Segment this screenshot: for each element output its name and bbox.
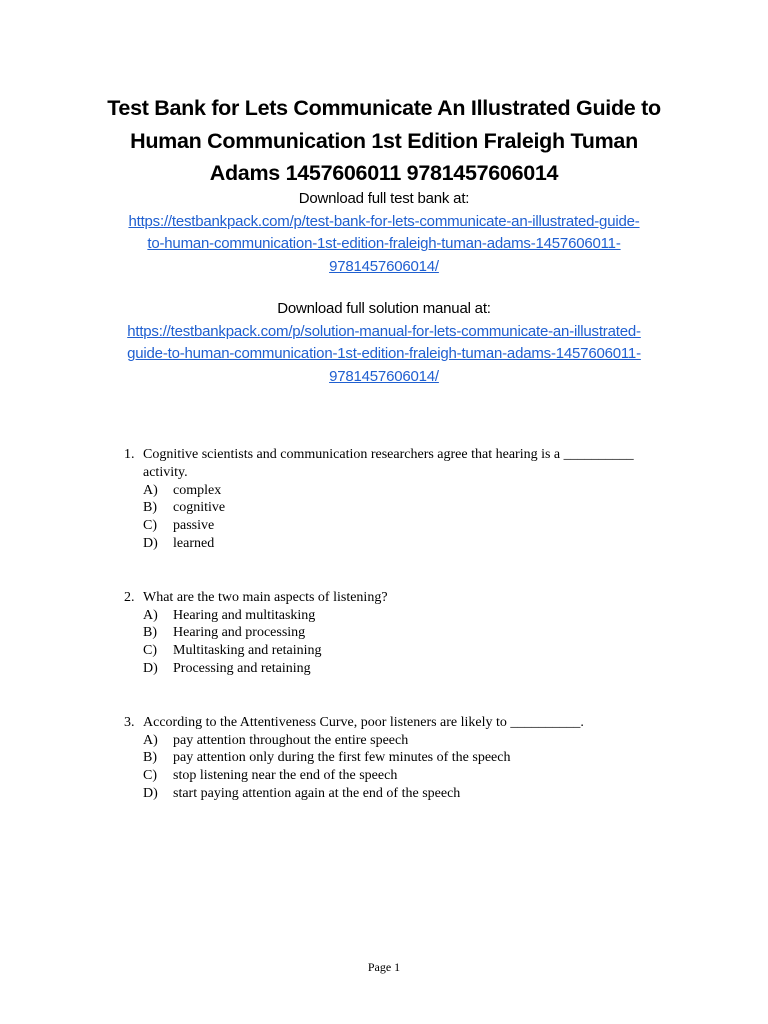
option-d	[143, 785, 684, 803]
option-letter: D)	[143, 660, 158, 676]
option-text: pay attention throughout the entire speech	[173, 732, 409, 748]
question-text-line: According to the Attentiveness Curve, poor listeners are likely to __________.	[143, 714, 584, 730]
option-b	[143, 624, 684, 642]
option-d	[143, 535, 684, 553]
option-list	[124, 732, 684, 803]
option-text: pay attention only during the first few minutes of the speech	[173, 750, 511, 766]
option-d	[143, 660, 684, 678]
option-letter: A)	[143, 607, 158, 623]
page-number: Page 1	[367, 960, 401, 974]
question-list	[124, 446, 684, 803]
option-list	[124, 482, 684, 553]
option-text: Hearing and multitasking	[173, 607, 316, 623]
option-text: learned	[173, 535, 215, 551]
option-list	[124, 607, 684, 678]
solution-manual-link-line-1: https://testbankpack.com/p/solution-manual-for-lets-communicate-an-illustrated-	[127, 322, 641, 340]
test-bank-section	[40, 188, 728, 278]
option-letter: B)	[143, 750, 157, 766]
solution-manual-section	[40, 298, 728, 388]
option-letter: A)	[143, 732, 158, 748]
question-stem	[124, 714, 684, 732]
test-bank-link-line-2: to-human-communication-1st-edition-fraleigh-tuman-adams-1457606011-	[147, 235, 621, 252]
title-line-1: Test Bank for Lets Communicate An Illustrated Guide to	[107, 96, 661, 120]
title-line-2: Human Communication 1st Edition Fraleigh Tuman	[130, 128, 638, 153]
title-line-3: Adams 1457606011 9781457606014	[209, 161, 559, 185]
option-text: stop listening near the end of the speech	[173, 768, 398, 784]
test-bank-link-line-1: https://testbankpack.com/p/test-bank-for-lets-communicate-an-illustrated-guide-	[128, 212, 640, 230]
test-bank-link[interactable]	[40, 211, 728, 279]
question-3	[124, 714, 684, 803]
option-text: cognitive	[173, 500, 226, 516]
solution-manual-link[interactable]	[40, 321, 728, 389]
question-text	[143, 589, 684, 607]
option-text: complex	[173, 482, 222, 498]
page-footer	[0, 960, 768, 975]
question-number: 2.	[124, 589, 135, 605]
question-text	[143, 446, 684, 482]
option-text: start paying attention again at the end of the speech	[173, 785, 461, 801]
solution-manual-label: Download full solution manual at:	[277, 300, 491, 317]
option-c	[143, 642, 684, 660]
question-2	[124, 589, 684, 678]
question-text-line: Cognitive scientists and communication researchers agree that hearing is a __________	[143, 447, 634, 462]
question-text-line: What are the two main aspects of listening?	[143, 589, 388, 605]
test-bank-label: Download full test bank at:	[298, 190, 470, 207]
option-letter: B)	[143, 625, 157, 641]
option-text: Hearing and processing	[173, 625, 306, 641]
option-letter: C)	[143, 768, 157, 784]
option-c	[143, 517, 684, 535]
option-text: Multitasking and retaining	[173, 643, 322, 659]
question-stem	[124, 589, 684, 607]
option-letter: C)	[143, 518, 157, 534]
option-b	[143, 499, 684, 517]
question-number: 1.	[124, 447, 135, 462]
option-letter: C)	[143, 643, 157, 659]
solution-manual-link-line-3: 9781457606014/	[329, 367, 439, 385]
option-letter: D)	[143, 535, 158, 551]
option-text: Processing and retaining	[173, 660, 311, 676]
question-text-line: activity.	[143, 464, 188, 480]
option-letter: B)	[143, 500, 157, 516]
option-a	[143, 482, 684, 500]
question-text	[143, 714, 684, 732]
option-a	[143, 607, 684, 625]
question-number: 3.	[124, 714, 135, 730]
option-c	[143, 767, 684, 785]
test-bank-link-line-3: 9781457606014/	[329, 257, 439, 275]
solution-manual-link-line-2: guide-to-human-communication-1st-edition-fraleigh-tuman-adams-1457606011-	[127, 345, 641, 362]
document-title	[40, 92, 728, 190]
option-letter: D)	[143, 785, 158, 801]
question-stem	[124, 446, 684, 482]
option-a	[143, 732, 684, 750]
option-letter: A)	[143, 482, 158, 498]
option-b	[143, 749, 684, 767]
option-text: passive	[173, 518, 215, 534]
question-1	[124, 446, 684, 553]
